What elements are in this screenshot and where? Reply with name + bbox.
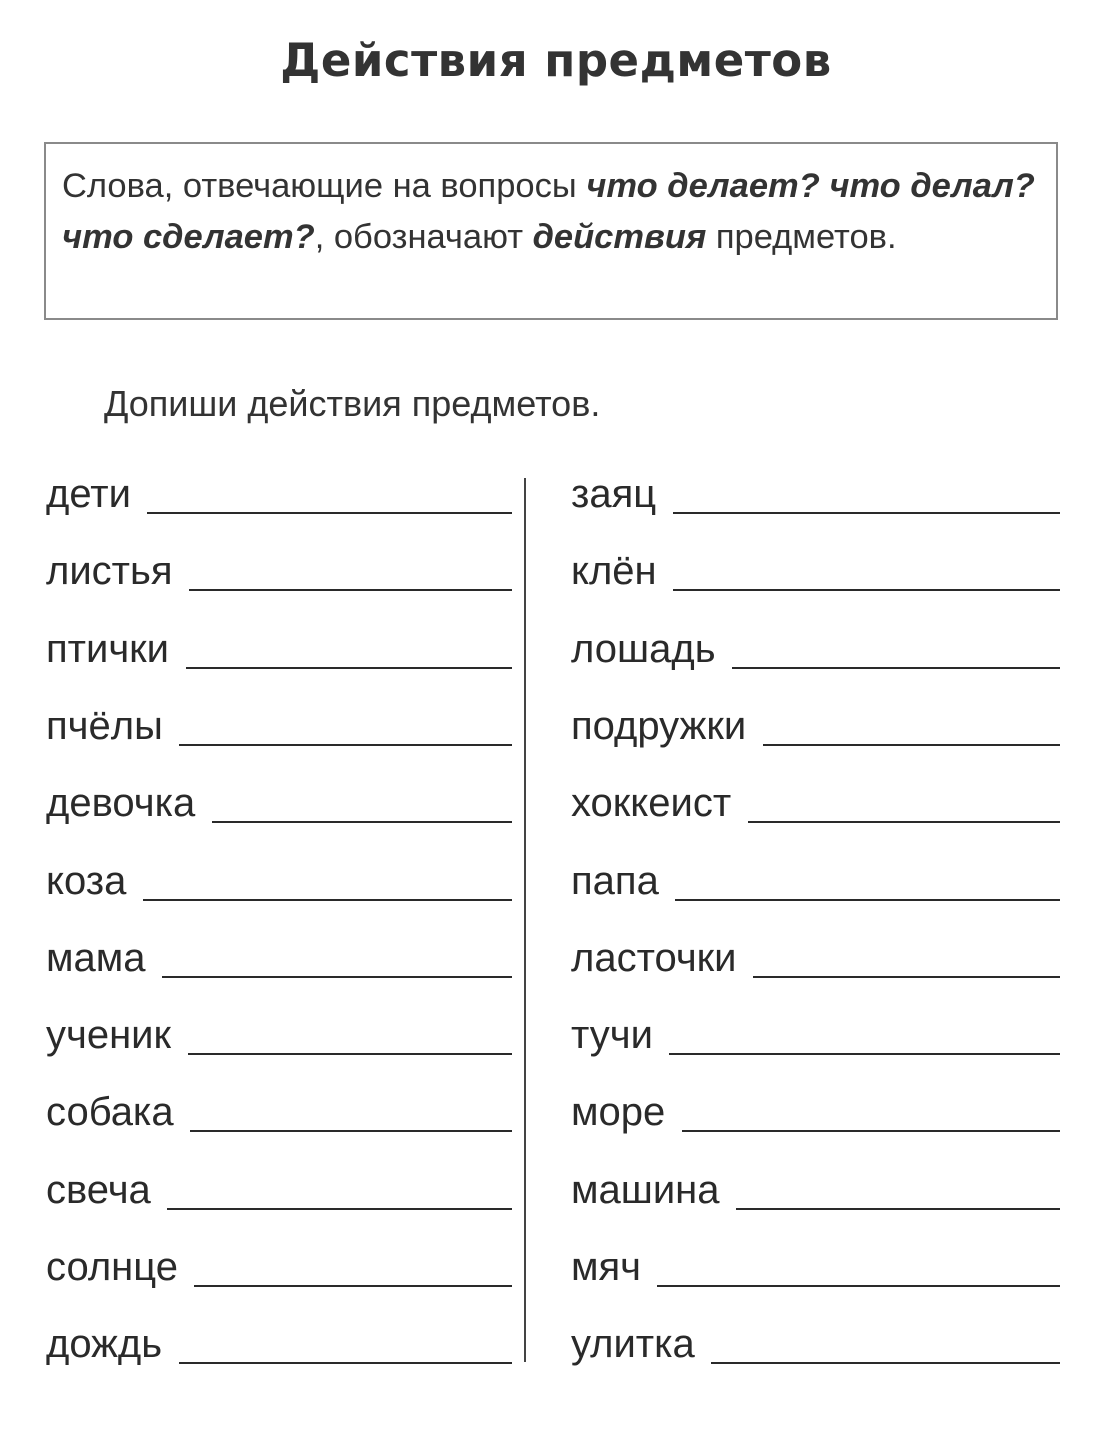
- answer-blank-line[interactable]: [748, 821, 1060, 823]
- right-exercise-row: [571, 462, 1060, 522]
- word-label: ученик: [46, 1013, 172, 1058]
- word-label: хоккеист: [571, 781, 732, 826]
- left-exercise-row: [46, 849, 512, 909]
- rule-keyword: действия: [532, 218, 707, 256]
- word-label: лошадь: [571, 626, 716, 671]
- right-exercise-row: [571, 617, 1060, 677]
- answer-blank-line[interactable]: [673, 512, 1060, 514]
- right-exercise-row: [571, 539, 1060, 599]
- right-exercise-row: [571, 1312, 1060, 1372]
- answer-blank-line[interactable]: [657, 1285, 1060, 1287]
- right-exercise-row: [571, 1235, 1060, 1295]
- rule-text: [62, 161, 1058, 263]
- left-exercise-row: [46, 1235, 512, 1295]
- word-label: девочка: [46, 781, 196, 826]
- answer-blank-line[interactable]: [189, 589, 512, 591]
- word-label: машина: [571, 1167, 720, 1212]
- rule-text-part1: Слова, отвечающие на вопросы: [62, 167, 587, 205]
- answer-blank-line[interactable]: [179, 1362, 512, 1364]
- word-label: свеча: [46, 1167, 151, 1212]
- left-exercise-row: [46, 539, 512, 599]
- word-label: дождь: [46, 1322, 163, 1367]
- answer-blank-line[interactable]: [753, 976, 1060, 978]
- word-label: тучи: [571, 1013, 653, 1058]
- word-label: улитка: [571, 1322, 695, 1367]
- right-exercise-row: [571, 1003, 1060, 1063]
- answer-blank-line[interactable]: [736, 1208, 1060, 1210]
- right-exercise-row: [571, 926, 1060, 986]
- left-exercise-row: [46, 1158, 512, 1218]
- rule-question-words: что делает? что делал? что сделает?: [62, 167, 1035, 256]
- answer-blank-line[interactable]: [212, 821, 512, 823]
- answer-blank-line[interactable]: [669, 1053, 1060, 1055]
- answer-blank-line[interactable]: [732, 667, 1060, 669]
- answer-blank-line[interactable]: [167, 1208, 512, 1210]
- left-exercise-row: [46, 617, 512, 677]
- answer-blank-line[interactable]: [186, 667, 512, 669]
- right-exercise-row: [571, 771, 1060, 831]
- word-label: собака: [46, 1090, 174, 1135]
- word-label: солнце: [46, 1245, 178, 1289]
- word-label: дети: [46, 472, 131, 516]
- answer-blank-line[interactable]: [763, 744, 1060, 746]
- word-label: ласточки: [571, 935, 737, 980]
- word-label: мяч: [571, 1245, 641, 1289]
- right-exercise-row: [571, 849, 1060, 909]
- answer-blank-line[interactable]: [179, 744, 512, 746]
- answer-blank-line[interactable]: [147, 512, 512, 514]
- word-label: пчёлы: [46, 703, 163, 748]
- answer-blank-line[interactable]: [682, 1130, 1060, 1132]
- word-label: мама: [46, 935, 146, 980]
- word-label: папа: [571, 858, 659, 903]
- left-exercise-row: [46, 1003, 512, 1063]
- word-label: клён: [571, 549, 657, 594]
- right-exercise-row: [571, 1158, 1060, 1218]
- answer-blank-line[interactable]: [194, 1285, 512, 1287]
- left-exercise-row: [46, 1080, 512, 1140]
- answer-blank-line[interactable]: [143, 899, 512, 901]
- word-label: заяц: [571, 472, 657, 516]
- rule-text-part3: предметов.: [706, 218, 897, 256]
- answer-blank-line[interactable]: [673, 589, 1060, 591]
- left-exercise-row: [46, 694, 512, 754]
- right-exercise-row: [571, 694, 1060, 754]
- word-label: море: [571, 1090, 666, 1135]
- left-exercise-row: [46, 926, 512, 986]
- instruction-text: Допиши действия предметов.: [104, 383, 601, 424]
- answer-blank-line[interactable]: [711, 1362, 1060, 1364]
- answer-blank-line[interactable]: [162, 976, 512, 978]
- rule-text-part2: , обозначают: [314, 218, 533, 256]
- word-label: листья: [46, 549, 173, 594]
- word-label: коза: [46, 858, 127, 903]
- left-exercise-row: [46, 462, 512, 522]
- left-exercise-row: [46, 1312, 512, 1372]
- right-exercise-row: [571, 1080, 1060, 1140]
- word-label: птички: [46, 626, 170, 671]
- answer-blank-line[interactable]: [675, 899, 1060, 901]
- word-label: подружки: [571, 703, 747, 748]
- page-title: Действия предметов: [280, 34, 832, 87]
- column-divider: [524, 478, 526, 1362]
- answer-blank-line[interactable]: [190, 1130, 512, 1132]
- answer-blank-line[interactable]: [188, 1053, 512, 1055]
- left-exercise-row: [46, 771, 512, 831]
